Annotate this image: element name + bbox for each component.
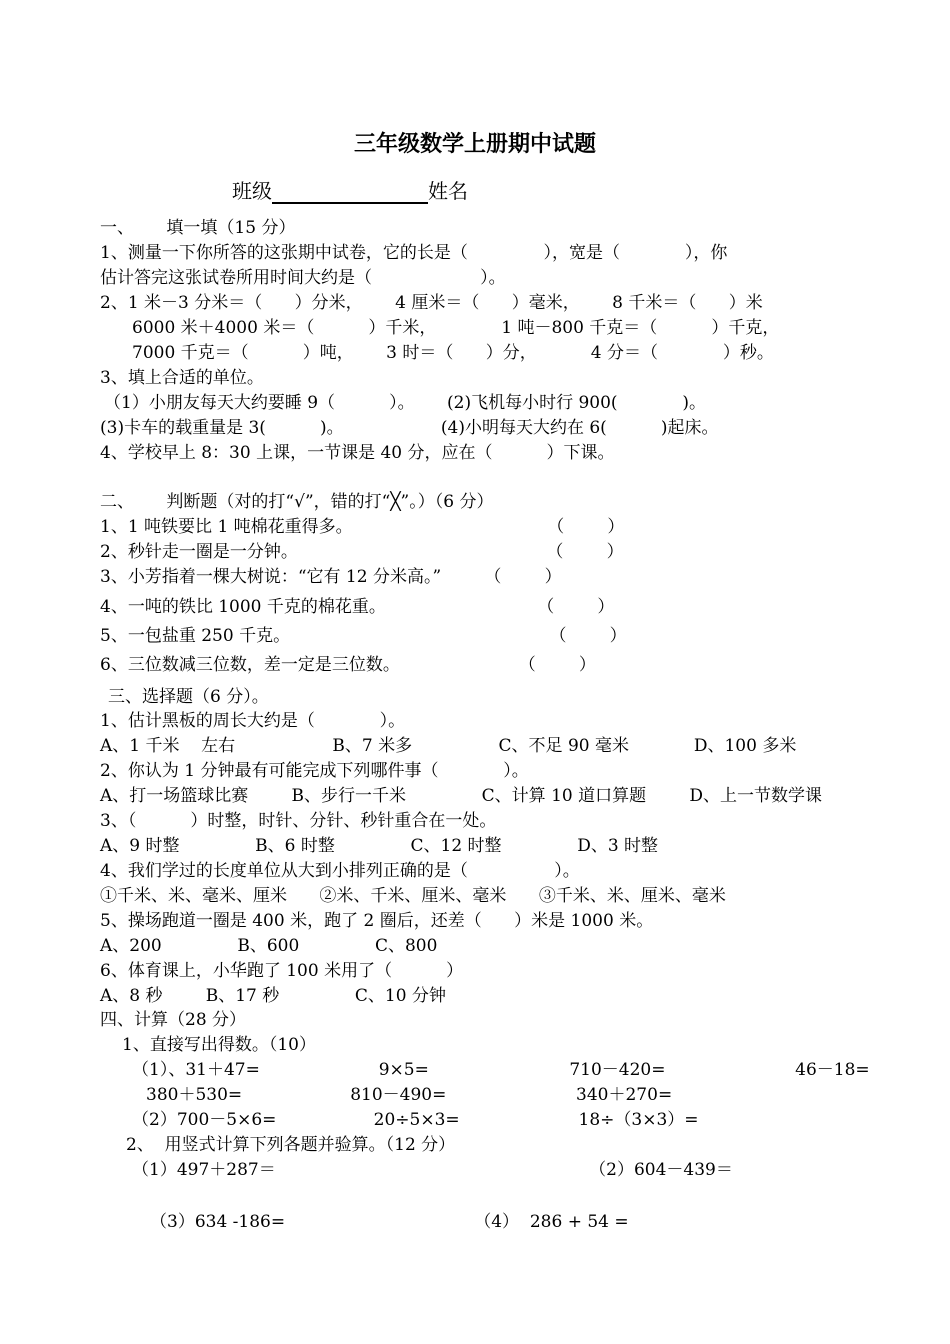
question-line: 2、你认为 1 分钟最有可能完成下列哪件事（ ）。 [100,761,529,781]
question-line: 4、我们学过的长度单位从大到小排列正确的是（ ）。 [100,861,580,881]
section-heading: 一、 填一填（15 分） [100,218,296,238]
question-line: 3、小芳指着一棵大树说：“它有 12 分米高。” （ ） [100,567,562,587]
option-line: A、200 B、600 C、800 [100,936,438,956]
section-heading: 四、计算（28 分） [100,1010,247,1030]
question-line: 1、直接写出得数。（10） [122,1035,316,1055]
name-label: 姓名 [428,179,468,203]
question-line: 5、一包盐重 250 千克。 （ ） [100,626,627,646]
calc-line: 380＋530= 810－490= 340＋270= [146,1085,673,1105]
question-line: （1）小朋友每天大约要睡 9（ ）。 (2)飞机每小时行 900( )。 [104,393,707,413]
question-line: 2、1 米－3 分米＝（ ）分米， 4 厘米＝（ ）毫米， 8 千米＝（ ）米 [100,293,763,313]
question-line: 1、估计黑板的周长大约是（ ）。 [100,711,406,731]
question-line: 估计答完这张试卷所用时间大约是（ ）。 [100,268,506,288]
option-line: A、9 时整 B、6 时整 C、12 时整 D、3 时整 [100,836,659,856]
question-line: 3、填上合适的单位。 [100,368,264,388]
question-line: 6000 米＋4000 米＝（ ）千米， 1 吨－800 千克＝（ ）千克， [132,318,780,338]
calc-line: （2）700－5×6= 20÷5×3= 18÷（3×3）= [132,1110,699,1130]
question-line: 2、 用竖式计算下列各题并验算。（12 分） [126,1135,456,1155]
section-heading: 三、选择题（6 分）。 [108,687,269,707]
name-row [232,178,468,204]
class-label: 班级 [232,179,272,203]
question-line: 5、操场跑道一圈是 400 米，跑了 2 圈后，还差（ ）米是 1000 米。 [100,911,654,931]
question-line: 2、秒针走一圈是一分钟。 （ ） [100,542,624,562]
question-line: 6、体育课上，小华跑了 100 米用了（ ） [100,961,464,981]
question-line: 1、测量一下你所答的这张期中试卷，它的长是（ ），宽是（ ），你 [100,243,728,263]
class-input-line[interactable] [272,182,428,204]
option-line: A、打一场篮球比赛 B、步行一千米 C、计算 10 道口算题 D、上一节数学课 [100,786,822,806]
question-line: 4、一吨的铁比 1000 千克的棉花重。 （ ） [100,597,615,617]
question-line: (3)卡车的载重量是 3( )。 (4)小明每天大约在 6( )起床。 [100,418,719,438]
question-line: 1、1 吨铁要比 1 吨棉花重得多。 （ ） [100,517,625,537]
option-line: ①千米、米、毫米、厘米 ②米、千米、厘米、毫米 ③千米、米、厘米、毫米 [100,886,726,906]
question-line: 7000 千克＝（ ）吨， 3 时＝（ ）分， 4 分＝（ ）秒。 [132,343,774,363]
calc-line: （3）634 -186= （4） 286 + 54 = [150,1212,629,1232]
question-line: 4、学校早上 8：30 上课，一节课是 40 分，应在（ ）下课。 [100,443,615,463]
question-line: 6、三位数减三位数，差一定是三位数。 （ ） [100,655,596,675]
page-title: 三年级数学上册期中试题 [353,131,596,157]
question-line: 3、（ ）时整，时针、分针、秒针重合在一处。 [100,811,497,831]
section-heading: 二、 判断题（对的打“√”，错的打“╳”。）（6 分） [100,492,494,512]
option-line: A、1 千米 左右 B、7 米多 C、不足 90 毫米 D、100 多米 [100,736,797,756]
calc-line: （1）497＋287＝ （2）604－439＝ [132,1160,733,1180]
option-line: A、8 秒 B、17 秒 C、10 分钟 [100,986,446,1006]
calc-line: （1）、31＋47= 9×5= 710－420= 46－18= [132,1060,870,1080]
